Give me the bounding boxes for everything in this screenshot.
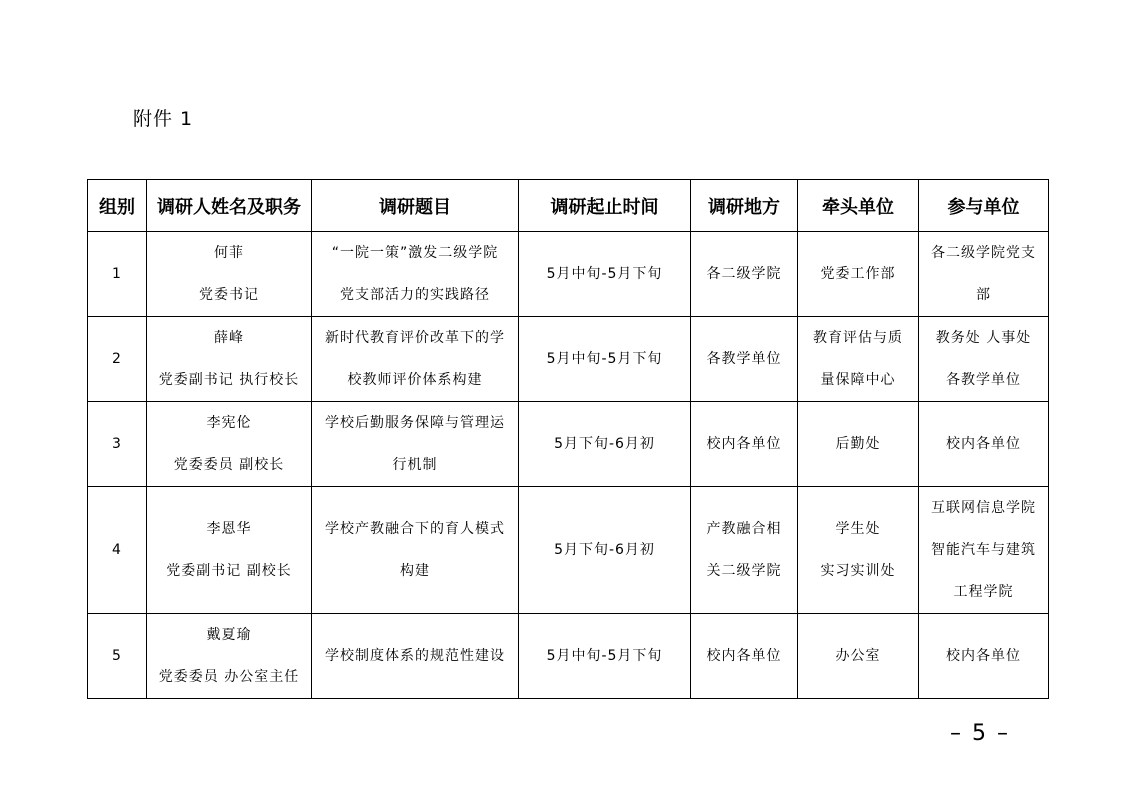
cell-participants-line: 校内各单位 bbox=[946, 436, 1021, 452]
cell-group: 4 bbox=[88, 487, 147, 614]
cell-topic bbox=[312, 402, 519, 487]
table-header-row bbox=[88, 180, 1049, 232]
table-row bbox=[88, 614, 1049, 699]
cell-topic-line: 学校产教融合下的育人模式 bbox=[325, 521, 505, 537]
header-person: 调研人姓名及职务 bbox=[147, 180, 312, 232]
cell-group: 3 bbox=[88, 402, 147, 487]
cell-period-line: 5月下旬-6月初 bbox=[554, 542, 655, 558]
header-topic: 调研题目 bbox=[312, 180, 519, 232]
cell-location-line: 产教融合相 bbox=[706, 521, 782, 537]
cell-lead-line: 办公室 bbox=[835, 648, 881, 664]
cell-participants-line: 校内各单位 bbox=[946, 648, 1021, 664]
cell-location bbox=[691, 614, 798, 699]
cell-period bbox=[519, 614, 691, 699]
cell-group: 5 bbox=[88, 614, 147, 699]
cell-participants bbox=[919, 487, 1049, 614]
cell-period bbox=[519, 232, 691, 317]
table-row bbox=[88, 402, 1049, 487]
cell-person bbox=[147, 487, 312, 614]
cell-location bbox=[691, 402, 798, 487]
cell-location-line: 校内各单位 bbox=[706, 648, 782, 664]
cell-lead-line: 学生处 bbox=[835, 521, 881, 537]
survey-schedule-table bbox=[87, 179, 1049, 699]
attachment-label: 附件 1 bbox=[133, 108, 194, 130]
cell-topic-line: 学校后勤服务保障与管理运 bbox=[325, 415, 505, 431]
cell-period-line: 5月下旬-6月初 bbox=[554, 436, 655, 452]
cell-location bbox=[691, 317, 798, 402]
header-participants: 参与单位 bbox=[919, 180, 1049, 232]
cell-person-line: 党委委员 副校长 bbox=[173, 457, 285, 473]
page-number: – 5 – bbox=[950, 721, 1010, 746]
header-period: 调研起止时间 bbox=[519, 180, 691, 232]
header-location: 调研地方 bbox=[691, 180, 798, 232]
cell-participants-line: 教务处 人事处 bbox=[935, 330, 1032, 346]
header-lead: 牵头单位 bbox=[798, 180, 919, 232]
cell-person bbox=[147, 402, 312, 487]
cell-person bbox=[147, 614, 312, 699]
cell-participants bbox=[919, 614, 1049, 699]
cell-person-line: 党委副书记 副校长 bbox=[166, 563, 292, 579]
cell-topic-line: 新时代教育评价改革下的学 bbox=[325, 330, 505, 346]
cell-person-line: 薛峰 bbox=[214, 330, 244, 346]
cell-lead-line: 后勤处 bbox=[835, 436, 881, 452]
cell-topic bbox=[312, 614, 519, 699]
cell-topic-line: 校教师评价体系构建 bbox=[347, 372, 483, 388]
cell-topic bbox=[312, 232, 519, 317]
header-group: 组别 bbox=[88, 180, 147, 232]
cell-participants-line: 各二级学院党支 bbox=[931, 245, 1036, 261]
cell-location bbox=[691, 487, 798, 614]
cell-participants-line: 互联网信息学院 bbox=[931, 500, 1036, 516]
cell-person bbox=[147, 232, 312, 317]
cell-period-line: 5月中旬-5月下旬 bbox=[546, 266, 663, 282]
cell-period-line: 5月中旬-5月下旬 bbox=[546, 648, 663, 664]
cell-period-line: 5月中旬-5月下旬 bbox=[546, 351, 663, 367]
cell-topic-line: 行机制 bbox=[392, 457, 438, 473]
cell-topic-line: 党支部活力的实践路径 bbox=[340, 287, 490, 303]
cell-group: 1 bbox=[88, 232, 147, 317]
cell-topic-line: 构建 bbox=[400, 563, 430, 579]
cell-period bbox=[519, 402, 691, 487]
cell-lead bbox=[798, 487, 919, 614]
cell-person-line: 党委副书记 执行校长 bbox=[158, 372, 300, 388]
cell-participants-line: 各教学单位 bbox=[946, 372, 1021, 388]
cell-topic bbox=[312, 487, 519, 614]
cell-lead-line: 实习实训处 bbox=[820, 563, 896, 579]
cell-person-line: 何菲 bbox=[214, 245, 244, 261]
cell-participants bbox=[919, 232, 1049, 317]
cell-period bbox=[519, 487, 691, 614]
cell-location bbox=[691, 232, 798, 317]
cell-lead bbox=[798, 232, 919, 317]
cell-lead-line: 教育评估与质 bbox=[813, 330, 903, 346]
cell-topic bbox=[312, 317, 519, 402]
table-row bbox=[88, 487, 1049, 614]
cell-topic-line: 学校制度体系的规范性建设 bbox=[325, 648, 505, 664]
cell-person-line: 李宪伦 bbox=[206, 415, 252, 431]
table-row bbox=[88, 317, 1049, 402]
cell-participants bbox=[919, 402, 1049, 487]
cell-person-line: 党委书记 bbox=[199, 287, 259, 303]
cell-participants-line: 智能汽车与建筑 bbox=[931, 542, 1036, 558]
cell-person-line: 党委委员 办公室主任 bbox=[158, 669, 300, 685]
cell-group: 2 bbox=[88, 317, 147, 402]
cell-lead bbox=[798, 402, 919, 487]
cell-location-line: 各二级学院 bbox=[706, 266, 782, 282]
cell-lead bbox=[798, 614, 919, 699]
cell-period bbox=[519, 317, 691, 402]
cell-location-line: 各教学单位 bbox=[706, 351, 782, 367]
cell-person bbox=[147, 317, 312, 402]
cell-topic-line: “一院一策”激发二级学院 bbox=[331, 245, 499, 261]
table-row bbox=[88, 232, 1049, 317]
cell-participants-line: 工程学院 bbox=[953, 584, 1014, 600]
cell-location-line: 校内各单位 bbox=[706, 436, 782, 452]
cell-lead-line: 党委工作部 bbox=[820, 266, 896, 282]
cell-person-line: 戴夏瑜 bbox=[206, 627, 252, 643]
cell-location-line: 关二级学院 bbox=[706, 563, 782, 579]
cell-lead-line: 量保障中心 bbox=[820, 372, 896, 388]
cell-participants bbox=[919, 317, 1049, 402]
cell-person-line: 李恩华 bbox=[206, 521, 252, 537]
cell-lead bbox=[798, 317, 919, 402]
cell-participants-line: 部 bbox=[976, 287, 991, 303]
